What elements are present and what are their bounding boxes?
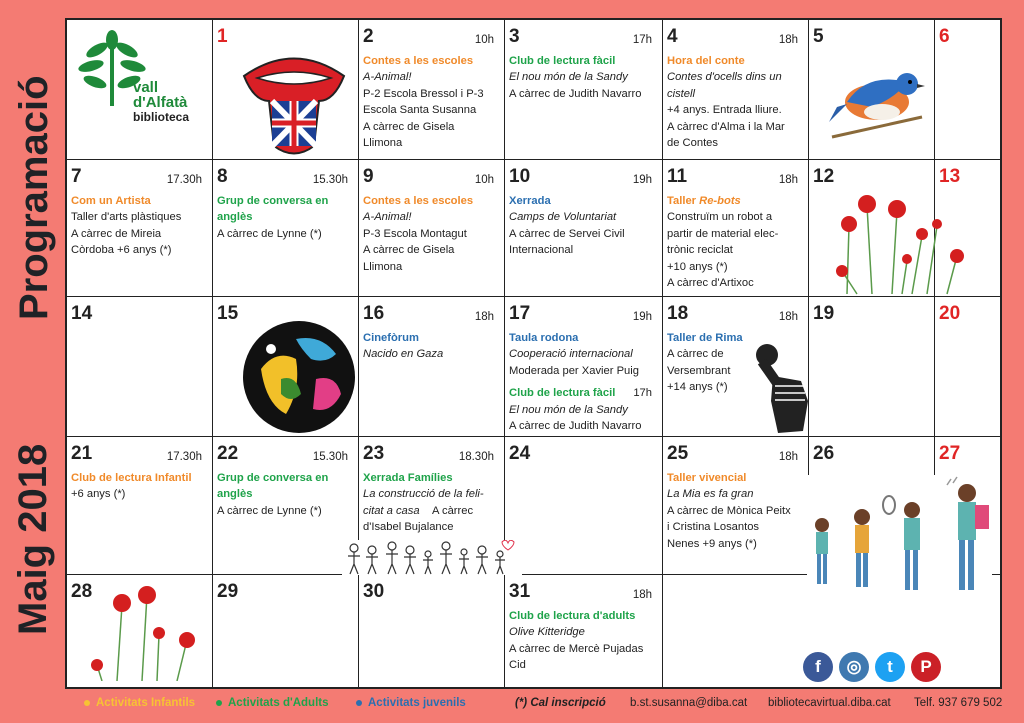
event-title: Taller de Rima [667, 332, 743, 344]
day-number: 29 [217, 581, 239, 602]
day-cell-25 [663, 437, 809, 575]
phone-number: Telf. 937 679 502 [914, 697, 1003, 709]
day-number: 8 [217, 166, 228, 187]
event-line: A càrrec de Servei Civil [509, 227, 625, 240]
event-line: Llimona [363, 137, 403, 150]
day-cell-1 [213, 20, 359, 160]
day-number: 15 [217, 303, 239, 324]
microphone-fist-icon [753, 341, 809, 436]
day-number: 18 [667, 303, 689, 324]
legend-kids [84, 697, 195, 709]
day-cell-7 [67, 160, 213, 297]
day-number: 5 [813, 26, 824, 47]
day-number: 13 [939, 166, 961, 187]
event-title-cont: anglès [217, 211, 253, 224]
email-link[interactable]: b.st.susanna@diba.cat [630, 697, 748, 709]
event-title: Contes a les escoles [363, 55, 474, 67]
day-cell-16 [359, 297, 505, 437]
day-number: 26 [813, 443, 835, 464]
event-line: +4 anys. Entrada lliure. [667, 104, 782, 117]
legend-adults [216, 697, 329, 709]
calendar-grid [65, 18, 1002, 689]
day-number: 11 [667, 166, 688, 187]
event-title: Club de lectura fàcil [509, 55, 616, 67]
day-cell-3 [505, 20, 663, 160]
event-line: Camps de Voluntariat [509, 211, 617, 224]
event-line: A-Animal! [363, 71, 412, 84]
event-time: 17.30h [166, 174, 202, 186]
day-number: 19 [813, 303, 835, 324]
day-number: 7 [71, 166, 82, 187]
pinterest-icon[interactable]: P [911, 652, 941, 682]
event-title-cont: anglès [217, 488, 253, 501]
event-title: Cinefòrum [363, 332, 419, 344]
registration-note: (*) Cal inscripció [515, 697, 606, 709]
world-globe-icon [241, 319, 357, 435]
day-cell-19 [809, 297, 935, 437]
legend-youth-label: Activitats juvenils [368, 697, 466, 709]
event-time: 10h [474, 34, 494, 46]
day-number: 28 [71, 581, 93, 602]
growing-girls-illustration-icon [807, 475, 992, 600]
side-title: Programació [12, 75, 56, 320]
event-line: A càrrec d'Alma i la Mar [667, 120, 785, 133]
event-line: d'Isabel Bujalance [363, 521, 454, 534]
event-time: 17h [632, 34, 652, 46]
logo-cell [67, 20, 213, 160]
event-title: Grup de conversa en [217, 472, 329, 484]
day-cell-14 [67, 297, 213, 437]
website-link[interactable]: bibliotecavirtual.diba.cat [768, 697, 891, 709]
day-number: 4 [667, 26, 678, 47]
event-line: A càrrec de Gisela [363, 120, 455, 133]
event-line: A-Animal! [363, 211, 412, 224]
rolling-stones-tongue-icon [239, 46, 349, 156]
event-line: P-3 Escola Montagut [363, 227, 467, 240]
event-time: 18h [778, 311, 798, 323]
event-line: A càrrec de Mercè Pujadas [509, 642, 644, 655]
day-cell-11 [663, 160, 809, 297]
logo-line2: d'Alfatà [133, 94, 188, 111]
day-cell-4 [663, 20, 809, 160]
event-line: A càrrec de [667, 348, 724, 361]
event-line [363, 503, 502, 519]
day-number: 1 [217, 26, 228, 47]
event-title: Hora del conte [667, 55, 745, 67]
day-number: 23 [363, 443, 385, 464]
event-line: Olive Kitteridge [509, 626, 585, 639]
day-cell-29 [213, 575, 359, 689]
event-title: Xerrada Famílies [363, 472, 453, 484]
event-line: cistell [667, 87, 695, 100]
day-number: 9 [363, 166, 374, 187]
event-time: 18h [474, 311, 494, 323]
side-month: Maig 2018 [11, 443, 55, 635]
logo-line1: vall [133, 79, 159, 96]
event-line: +14 anys (*) [667, 381, 728, 394]
event-line: i Cristina Losantos [667, 521, 760, 534]
event-line: A càrrec de Judith Navarro [509, 420, 642, 433]
event-time: 19h [632, 311, 652, 323]
event-time: 15.30h [312, 174, 348, 186]
event-line: A càrrec de Mireia [71, 227, 162, 240]
footer [0, 690, 1024, 723]
day-number: 3 [509, 26, 520, 47]
event-title: Club de lectura Infantil [71, 472, 192, 484]
day-cell-15 [213, 297, 359, 437]
day-number: 17 [509, 303, 531, 324]
day-cell-30 [359, 575, 505, 689]
event-time: 18h [778, 174, 798, 186]
day-cell-2 [359, 20, 505, 160]
event-line: Moderada per Xavier Puig [509, 364, 639, 377]
event-line: P-2 Escola Bressol i P-3 [363, 87, 484, 100]
event-title: Contes a les escoles [363, 195, 474, 207]
twitter-icon[interactable]: t [875, 652, 905, 682]
event-line-italic: citat a casa [363, 504, 420, 517]
day-number: 12 [813, 166, 835, 187]
legend-adults-label: Activitats d'Adults [228, 697, 329, 709]
event-line: A càrrec d'Artixoc [667, 277, 754, 290]
event-line: Escola Santa Susanna [363, 104, 477, 117]
day-cell-9 [359, 160, 505, 297]
instagram-icon[interactable]: ◎ [839, 652, 869, 682]
day-number: 27 [939, 443, 961, 464]
event-line: El nou món de la Sandy [509, 71, 628, 84]
facebook-icon[interactable]: f [803, 652, 833, 682]
poppies-small-icon [87, 585, 207, 681]
event-line: Internacional [509, 244, 574, 257]
day-cell-5 [809, 20, 935, 160]
event-line: La construcció de la feli- [363, 488, 484, 501]
family-drawing-icon [342, 540, 522, 576]
bluebird-icon [827, 62, 927, 142]
event-line: Cid [509, 659, 526, 672]
event-time: 19h [632, 174, 652, 186]
event-time: 18.30h [458, 451, 494, 463]
event-line-text: A càrrec [432, 504, 474, 517]
event-line: Llimona [363, 260, 403, 273]
event-line: A càrrec de Judith Navarro [509, 87, 642, 100]
event-title: Taller vivencial [667, 472, 747, 484]
social-links [803, 652, 943, 684]
day-cell-28 [67, 575, 213, 689]
event-line: Nenes +9 anys (*) [667, 537, 757, 550]
event-time: 18h [778, 34, 798, 46]
day-number: 22 [217, 443, 239, 464]
day-number: 24 [509, 443, 531, 464]
event-time-2: 17h [633, 387, 652, 400]
event-title: Club de lectura d'adults [509, 610, 636, 622]
day-cell-6 [935, 20, 1002, 160]
event-title-2: Club de lectura fàcil [509, 387, 616, 400]
day-number: 10 [509, 166, 531, 187]
event-time: 15.30h [312, 451, 348, 463]
event-title [667, 193, 806, 209]
event-line: Construïm un robot a [667, 211, 773, 224]
day-cell-10 [505, 160, 663, 297]
event-time: 10h [474, 174, 494, 186]
day-cell-8 [213, 160, 359, 297]
event-title-text: Taller [667, 195, 700, 207]
day-cell-17 [505, 297, 663, 437]
day-number: 21 [71, 443, 93, 464]
legend-kids-label: Activitats Infantils [96, 697, 196, 709]
event-line: Còrdoba +6 anys (*) [71, 244, 172, 257]
day-cell-24 [505, 437, 663, 575]
event-line: trònic reciclat [667, 244, 733, 257]
event-line: La Mia es fa gran [667, 488, 754, 501]
event-line: A càrrec de Gisela [363, 244, 455, 257]
day-number: 30 [363, 581, 385, 602]
legend-youth [356, 697, 466, 709]
event-line: de Contes [667, 137, 718, 150]
event-line: Contes d'ocells dins un [667, 71, 782, 84]
event-line: +6 anys (*) [71, 488, 126, 501]
event-line: partir de material elec- [667, 227, 779, 240]
day-cell-31 [505, 575, 663, 689]
event-line: Taller d'arts plàstiques [71, 211, 182, 224]
day-cell-18 [663, 297, 809, 437]
event-title: Taula rodona [509, 332, 579, 344]
event-line: Nacido en Gaza [363, 348, 444, 361]
event-line: Cooperació internacional [509, 348, 633, 361]
logo-line3: biblioteca [133, 110, 190, 124]
event-time: 18h [632, 589, 652, 601]
event-title: Grup de conversa en [217, 195, 329, 207]
event-title: Com un Artista [71, 195, 151, 207]
poppies-icon [827, 186, 967, 296]
event-line: El nou món de la Sandy [509, 403, 628, 416]
day-number: 25 [667, 443, 689, 464]
day-number: 16 [363, 303, 385, 324]
event-line: A càrrec de Mònica Peitx [667, 504, 791, 517]
event-time: 18h [778, 451, 798, 463]
event-title-italic: Re-bots [699, 195, 741, 207]
day-number: 20 [939, 303, 961, 324]
day-number: 6 [939, 26, 950, 47]
event-line: +10 anys (*) [667, 260, 728, 273]
day-number: 2 [363, 26, 374, 47]
day-number: 31 [509, 581, 531, 602]
day-cell-21 [67, 437, 213, 575]
event-line: A càrrec de Lynne (*) [217, 504, 322, 517]
event-time: 17.30h [166, 451, 202, 463]
day-number: 14 [71, 303, 93, 324]
day-cell-22 [213, 437, 359, 575]
event-title: Xerrada [509, 195, 551, 207]
event-line: Versembrant [667, 364, 731, 377]
day-cell-20 [935, 297, 1002, 437]
event-line: A càrrec de Lynne (*) [217, 227, 322, 240]
logo-text [133, 80, 189, 125]
